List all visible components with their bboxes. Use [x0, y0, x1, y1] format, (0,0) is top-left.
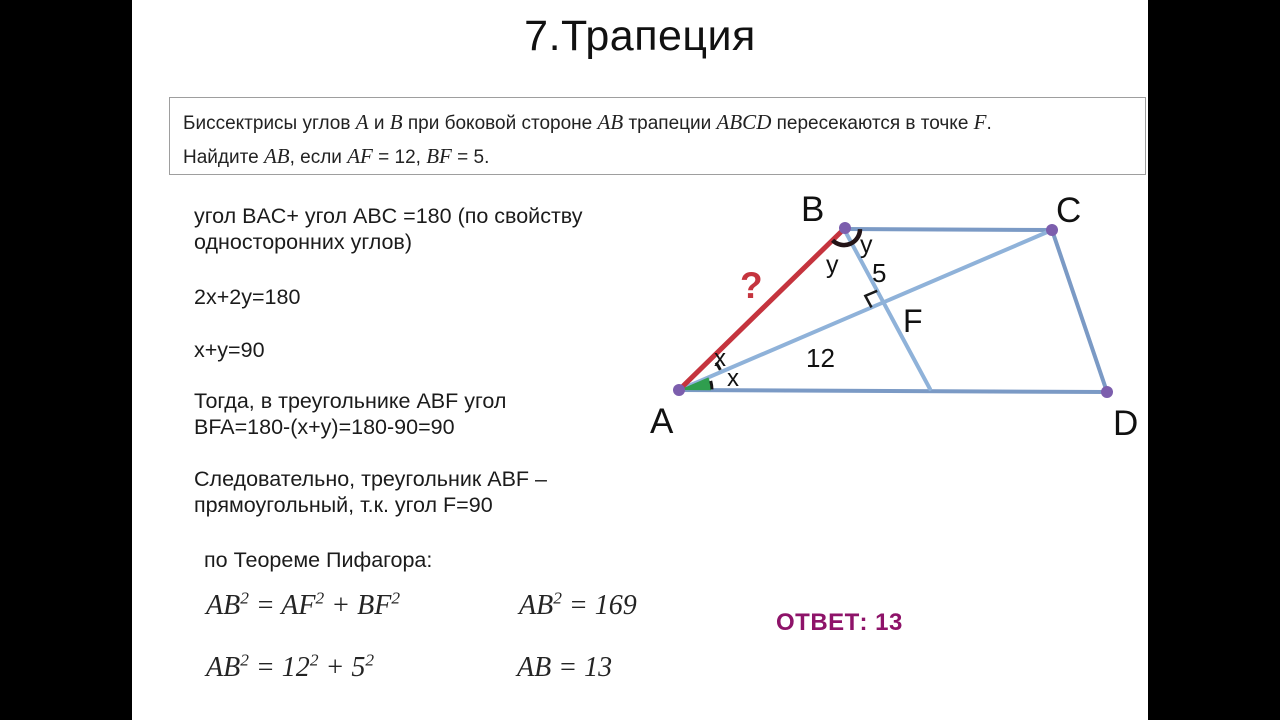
formula-ab-squared-169: $AB^2 = 169$	[519, 588, 637, 621]
angle-label-y-right: y	[860, 231, 873, 259]
page-title: 7.Трапеция	[524, 12, 756, 60]
problem-line-1: Биссектрисы углов A и B при боковой стороне AB трапеции ABCD пересекаются в точке F.	[183, 110, 992, 134]
solution-step-3-line-1: x+y=90	[194, 338, 265, 362]
solution-step-1	[194, 203, 583, 255]
solution-step-2	[194, 284, 300, 310]
trapezoid-diagram	[627, 183, 1148, 453]
unknown-length-mark: ?	[740, 265, 763, 306]
formula-substitution: $AB^2 = 12^2 + 5^2$	[206, 650, 375, 683]
side-bc	[844, 229, 1052, 230]
length-label-bf: 5	[872, 258, 887, 288]
side-cd	[1052, 230, 1107, 392]
solution-step-1-line-1: угол BAC+ угол ABC =180 (по свойству	[194, 204, 583, 228]
solution-step-3	[194, 337, 265, 363]
formula-result: AB = 13	[517, 652, 613, 683]
problem-line-2: Найдите AB, если AF = 12, BF = 5.	[183, 144, 490, 168]
point-label-f: F	[903, 303, 923, 339]
solution-step-6	[204, 547, 432, 573]
slide	[132, 0, 1148, 720]
solution-step-4	[194, 388, 506, 440]
vertex-label-b: B	[801, 190, 825, 229]
length-label-af: 12	[806, 343, 835, 373]
solution-step-5-line-2: прямоугольный, т.к. угол F=90	[194, 493, 493, 517]
vertex-label-a: A	[650, 402, 674, 441]
side-ad	[679, 390, 1107, 392]
solution-step-6-line-1: по Теореме Пифагора:	[204, 548, 433, 572]
vertex-label-d: D	[1113, 404, 1139, 443]
angle-tick-a-lower	[711, 381, 712, 390]
vertex-dot-a	[673, 384, 685, 396]
angle-label-y-left: y	[826, 251, 839, 279]
angle-label-x-lower: x	[727, 365, 739, 392]
vertex-dot-d	[1101, 386, 1113, 398]
solution-step-1-line-2: односторонних углов)	[194, 230, 413, 254]
solution-step-5	[194, 466, 547, 518]
vertex-dot-b	[839, 222, 851, 234]
solution-step-2-line-1: 2x+2y=180	[194, 285, 301, 309]
answer-text: ОТВЕТ: 13	[776, 609, 903, 636]
solution-step-4-line-2: BFA=180-(x+y)=180-90=90	[194, 415, 455, 439]
solution-step-5-line-1: Следовательно, треугольник ABF –	[194, 467, 547, 491]
formula-pythagoras: $AB^2 = AF^2 + BF^2$	[206, 588, 401, 621]
vertex-label-c: C	[1056, 191, 1082, 230]
solution-step-4-line-1: Тогда, в треугольнике ABF угол	[194, 389, 507, 413]
problem-statement-box	[169, 97, 1146, 175]
angle-label-x-upper: x	[714, 345, 726, 372]
